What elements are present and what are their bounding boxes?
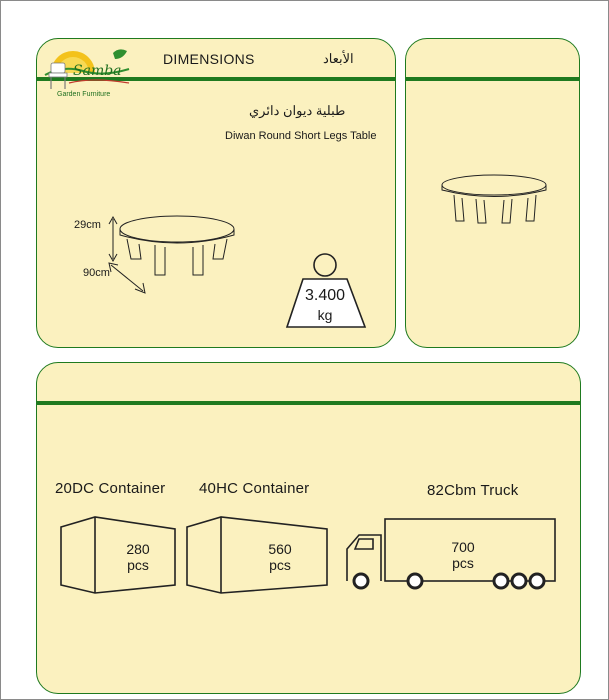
view-panel <box>405 38 580 348</box>
container-20dc-qty <box>113 541 163 573</box>
weight-unit: kg <box>317 307 333 323</box>
truck-qty <box>438 539 488 571</box>
truck-label: 82Cbm Truck <box>427 482 519 499</box>
diameter-label: 90cm <box>83 267 110 279</box>
weight-value: 3.400 <box>304 287 346 304</box>
page-title-arabic: الأبعاد <box>323 51 354 66</box>
brand-logo <box>43 43 133 105</box>
table-side-view <box>440 171 560 231</box>
table-drawing <box>107 209 247 319</box>
page-title: DIMENSIONS <box>163 51 255 67</box>
qty-value: 560 <box>268 541 292 557</box>
shipping-panel <box>36 362 581 694</box>
dimensions-panel <box>36 38 396 348</box>
qty-unit: pcs <box>269 557 291 573</box>
product-name-arabic: طبلية ديوان دائري <box>249 103 346 118</box>
header-rule <box>406 77 579 81</box>
container-40hc-label: 40HC Container <box>199 480 310 497</box>
height-label: 29cm <box>74 219 101 231</box>
qty-unit: pcs <box>452 555 474 571</box>
logo-text: Samba <box>73 63 122 79</box>
qty-unit: pcs <box>127 557 149 573</box>
container-20dc-label: 20DC Container <box>55 480 166 497</box>
container-40hc-qty <box>255 541 305 573</box>
header-rule <box>37 401 580 405</box>
qty-value: 700 <box>451 539 475 555</box>
product-name: Diwan Round Short Legs Table <box>225 130 377 142</box>
qty-value: 280 <box>126 541 150 557</box>
logo-subtitle: Garden Furniture <box>57 91 111 98</box>
